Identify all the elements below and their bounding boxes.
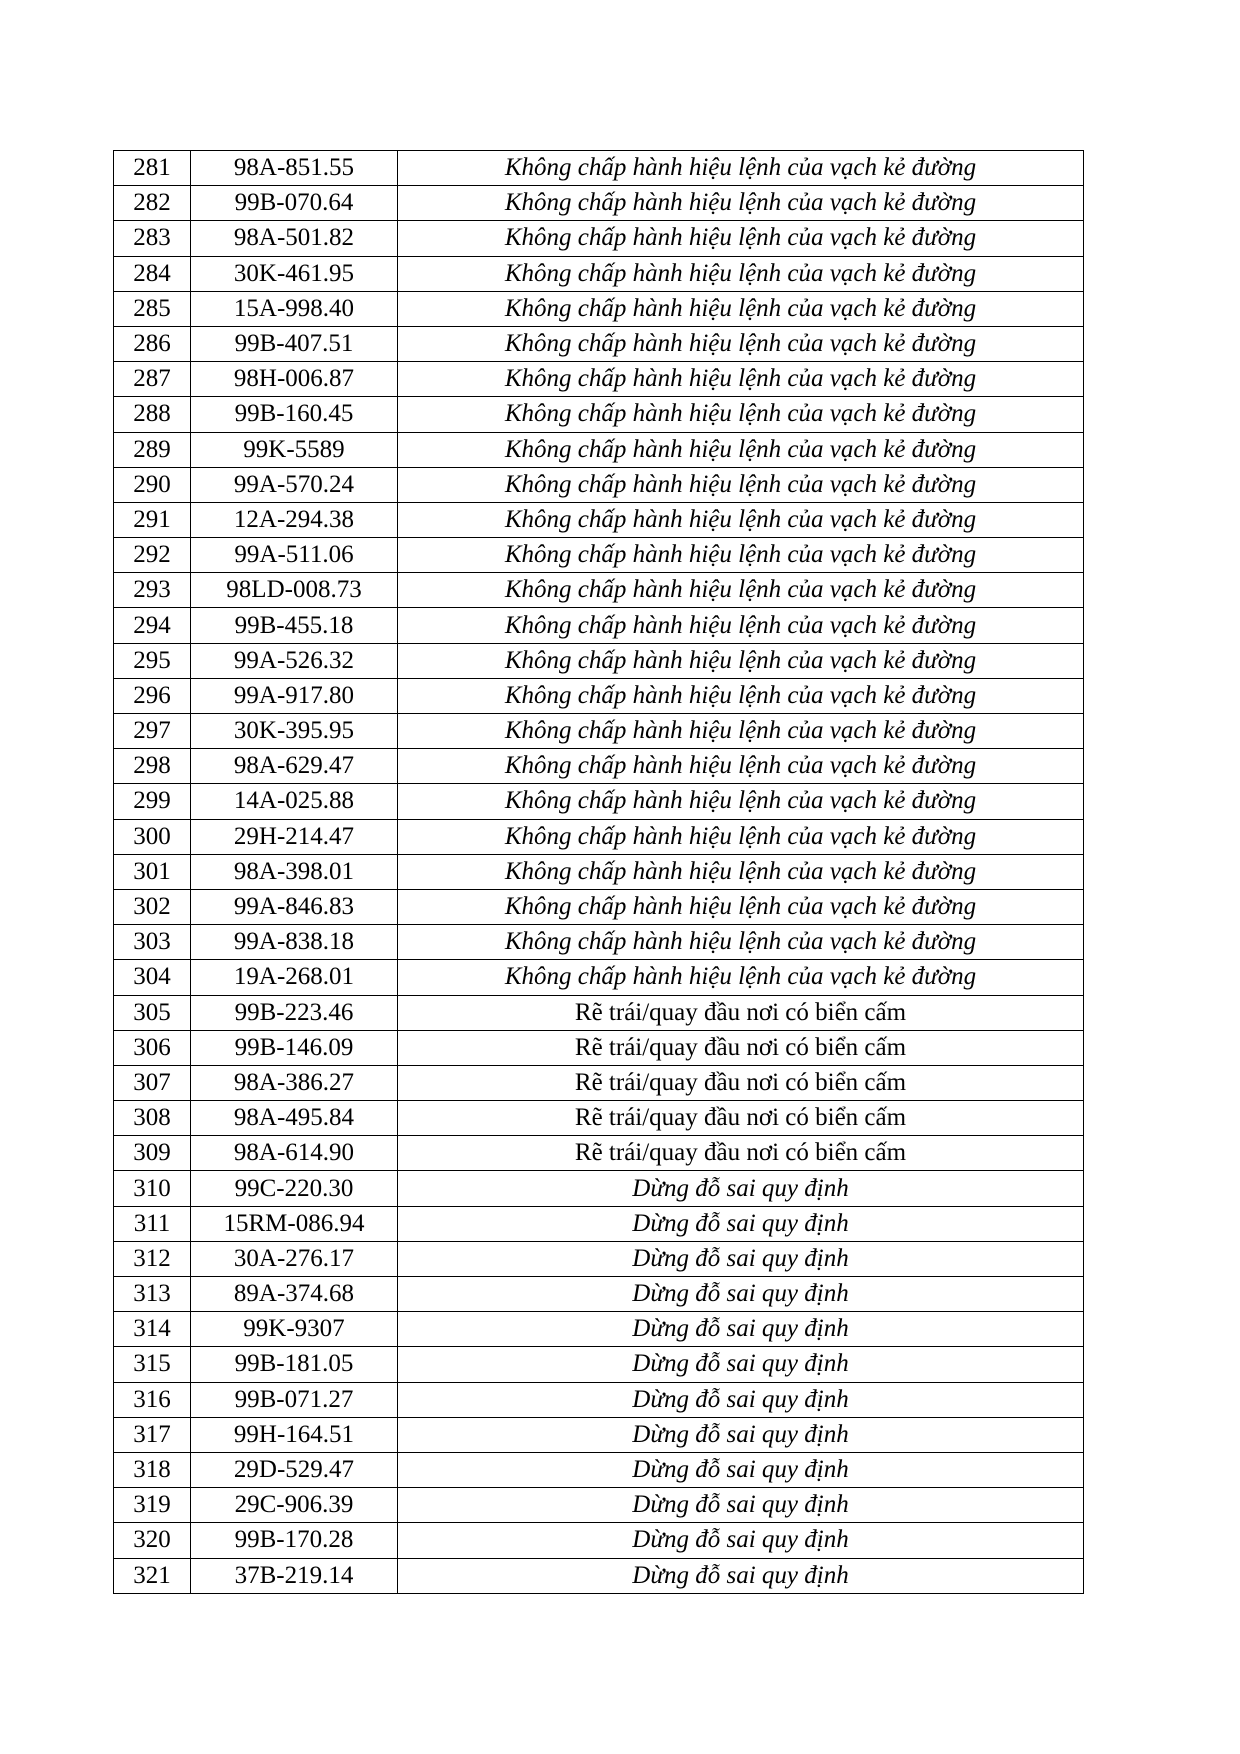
row-number-cell: 321 bbox=[114, 1558, 191, 1593]
row-number-cell: 288 bbox=[114, 397, 191, 432]
row-number-cell: 314 bbox=[114, 1312, 191, 1347]
table-row bbox=[114, 1241, 1084, 1276]
license-plate-cell: 99B-071.27 bbox=[191, 1382, 398, 1417]
license-plate-cell: 99A-511.06 bbox=[191, 538, 398, 573]
table-row bbox=[114, 1558, 1084, 1593]
row-number-cell: 313 bbox=[114, 1277, 191, 1312]
license-plate-cell: 99K-9307 bbox=[191, 1312, 398, 1347]
license-plate-cell: 37B-219.14 bbox=[191, 1558, 398, 1593]
table-row bbox=[114, 1065, 1084, 1100]
row-number-cell: 294 bbox=[114, 608, 191, 643]
table-row bbox=[114, 643, 1084, 678]
row-number-cell: 317 bbox=[114, 1417, 191, 1452]
row-number-cell: 301 bbox=[114, 854, 191, 889]
row-number-cell: 299 bbox=[114, 784, 191, 819]
license-plate-cell: 99K-5589 bbox=[191, 432, 398, 467]
row-number-cell: 291 bbox=[114, 502, 191, 537]
table-row bbox=[114, 925, 1084, 960]
violation-cell: Dừng đỗ sai quy định bbox=[398, 1312, 1084, 1347]
table-row bbox=[114, 538, 1084, 573]
violation-cell: Dừng đỗ sai quy định bbox=[398, 1523, 1084, 1558]
row-number-cell: 287 bbox=[114, 362, 191, 397]
row-number-cell: 284 bbox=[114, 256, 191, 291]
violations-table-body bbox=[114, 151, 1084, 1594]
table-row bbox=[114, 819, 1084, 854]
table-row bbox=[114, 784, 1084, 819]
violation-cell: Không chấp hành hiệu lệnh của vạch kẻ đường bbox=[398, 819, 1084, 854]
table-row bbox=[114, 1136, 1084, 1171]
violation-cell: Không chấp hành hiệu lệnh của vạch kẻ đường bbox=[398, 714, 1084, 749]
license-plate-cell: 98A-495.84 bbox=[191, 1101, 398, 1136]
license-plate-cell: 99A-838.18 bbox=[191, 925, 398, 960]
violation-cell: Không chấp hành hiệu lệnh của vạch kẻ đường bbox=[398, 291, 1084, 326]
table-row bbox=[114, 854, 1084, 889]
violation-cell: Rẽ trái/quay đầu nơi có biển cấm bbox=[398, 1030, 1084, 1065]
violation-cell: Không chấp hành hiệu lệnh của vạch kẻ đường bbox=[398, 467, 1084, 502]
row-number-cell: 303 bbox=[114, 925, 191, 960]
row-number-cell: 310 bbox=[114, 1171, 191, 1206]
row-number-cell: 300 bbox=[114, 819, 191, 854]
row-number-cell: 283 bbox=[114, 221, 191, 256]
table-row bbox=[114, 432, 1084, 467]
violation-cell: Không chấp hành hiệu lệnh của vạch kẻ đường bbox=[398, 362, 1084, 397]
license-plate-cell: 98A-614.90 bbox=[191, 1136, 398, 1171]
violation-cell: Dừng đỗ sai quy định bbox=[398, 1382, 1084, 1417]
license-plate-cell: 99A-570.24 bbox=[191, 467, 398, 502]
table-row bbox=[114, 1417, 1084, 1452]
license-plate-cell: 15A-998.40 bbox=[191, 291, 398, 326]
row-number-cell: 297 bbox=[114, 714, 191, 749]
violation-cell: Không chấp hành hiệu lệnh của vạch kẻ đường bbox=[398, 678, 1084, 713]
table-row bbox=[114, 397, 1084, 432]
table-row bbox=[114, 256, 1084, 291]
table-row bbox=[114, 889, 1084, 924]
row-number-cell: 316 bbox=[114, 1382, 191, 1417]
license-plate-cell: 99C-220.30 bbox=[191, 1171, 398, 1206]
table-row bbox=[114, 608, 1084, 643]
violation-cell: Không chấp hành hiệu lệnh của vạch kẻ đường bbox=[398, 643, 1084, 678]
violation-cell: Không chấp hành hiệu lệnh của vạch kẻ đường bbox=[398, 502, 1084, 537]
license-plate-cell: 30K-461.95 bbox=[191, 256, 398, 291]
violation-cell: Rẽ trái/quay đầu nơi có biển cấm bbox=[398, 995, 1084, 1030]
license-plate-cell: 98A-629.47 bbox=[191, 749, 398, 784]
table-row bbox=[114, 1277, 1084, 1312]
license-plate-cell: 89A-374.68 bbox=[191, 1277, 398, 1312]
violation-cell: Không chấp hành hiệu lệnh của vạch kẻ đường bbox=[398, 538, 1084, 573]
violation-cell: Dừng đỗ sai quy định bbox=[398, 1417, 1084, 1452]
row-number-cell: 311 bbox=[114, 1206, 191, 1241]
license-plate-cell: 98A-501.82 bbox=[191, 221, 398, 256]
table-row bbox=[114, 1171, 1084, 1206]
row-number-cell: 307 bbox=[114, 1065, 191, 1100]
violation-cell: Không chấp hành hiệu lệnh của vạch kẻ đường bbox=[398, 608, 1084, 643]
violation-cell: Dừng đỗ sai quy định bbox=[398, 1277, 1084, 1312]
violation-cell: Dừng đỗ sai quy định bbox=[398, 1171, 1084, 1206]
license-plate-cell: 99A-846.83 bbox=[191, 889, 398, 924]
license-plate-cell: 29C-906.39 bbox=[191, 1488, 398, 1523]
license-plate-cell: 99A-917.80 bbox=[191, 678, 398, 713]
table-row bbox=[114, 186, 1084, 221]
violation-cell: Dừng đỗ sai quy định bbox=[398, 1206, 1084, 1241]
violation-cell: Không chấp hành hiệu lệnh của vạch kẻ đường bbox=[398, 432, 1084, 467]
license-plate-cell: 98H-006.87 bbox=[191, 362, 398, 397]
table-row bbox=[114, 1206, 1084, 1241]
violation-cell: Không chấp hành hiệu lệnh của vạch kẻ đường bbox=[398, 221, 1084, 256]
table-row bbox=[114, 502, 1084, 537]
table-row bbox=[114, 362, 1084, 397]
violation-cell: Không chấp hành hiệu lệnh của vạch kẻ đường bbox=[398, 256, 1084, 291]
row-number-cell: 298 bbox=[114, 749, 191, 784]
violation-cell: Không chấp hành hiệu lệnh của vạch kẻ đường bbox=[398, 784, 1084, 819]
license-plate-cell: 99B-407.51 bbox=[191, 326, 398, 361]
violation-cell: Không chấp hành hiệu lệnh của vạch kẻ đường bbox=[398, 573, 1084, 608]
row-number-cell: 295 bbox=[114, 643, 191, 678]
table-row bbox=[114, 1101, 1084, 1136]
row-number-cell: 289 bbox=[114, 432, 191, 467]
violation-cell: Dừng đỗ sai quy định bbox=[398, 1241, 1084, 1276]
license-plate-cell: 99B-160.45 bbox=[191, 397, 398, 432]
row-number-cell: 282 bbox=[114, 186, 191, 221]
license-plate-cell: 30K-395.95 bbox=[191, 714, 398, 749]
violation-cell: Không chấp hành hiệu lệnh của vạch kẻ đường bbox=[398, 186, 1084, 221]
row-number-cell: 286 bbox=[114, 326, 191, 361]
license-plate-cell: 29H-214.47 bbox=[191, 819, 398, 854]
license-plate-cell: 29D-529.47 bbox=[191, 1452, 398, 1487]
license-plate-cell: 15RM-086.94 bbox=[191, 1206, 398, 1241]
table-row bbox=[114, 1312, 1084, 1347]
row-number-cell: 293 bbox=[114, 573, 191, 608]
row-number-cell: 296 bbox=[114, 678, 191, 713]
row-number-cell: 290 bbox=[114, 467, 191, 502]
violation-cell: Không chấp hành hiệu lệnh của vạch kẻ đường bbox=[398, 749, 1084, 784]
table-row bbox=[114, 151, 1084, 186]
row-number-cell: 305 bbox=[114, 995, 191, 1030]
violation-cell: Không chấp hành hiệu lệnh của vạch kẻ đường bbox=[398, 960, 1084, 995]
violation-cell: Không chấp hành hiệu lệnh của vạch kẻ đường bbox=[398, 925, 1084, 960]
violation-cell: Rẽ trái/quay đầu nơi có biển cấm bbox=[398, 1065, 1084, 1100]
table-row bbox=[114, 1523, 1084, 1558]
table-row bbox=[114, 221, 1084, 256]
violation-cell: Dừng đỗ sai quy định bbox=[398, 1488, 1084, 1523]
violation-cell: Không chấp hành hiệu lệnh của vạch kẻ đường bbox=[398, 326, 1084, 361]
row-number-cell: 304 bbox=[114, 960, 191, 995]
license-plate-cell: 99B-181.05 bbox=[191, 1347, 398, 1382]
row-number-cell: 319 bbox=[114, 1488, 191, 1523]
license-plate-cell: 98A-851.55 bbox=[191, 151, 398, 186]
row-number-cell: 302 bbox=[114, 889, 191, 924]
license-plate-cell: 98A-386.27 bbox=[191, 1065, 398, 1100]
table-row bbox=[114, 714, 1084, 749]
table-row bbox=[114, 326, 1084, 361]
row-number-cell: 308 bbox=[114, 1101, 191, 1136]
violation-cell: Dừng đỗ sai quy định bbox=[398, 1347, 1084, 1382]
violation-cell: Dừng đỗ sai quy định bbox=[398, 1452, 1084, 1487]
license-plate-cell: 99A-526.32 bbox=[191, 643, 398, 678]
table-row bbox=[114, 573, 1084, 608]
row-number-cell: 312 bbox=[114, 1241, 191, 1276]
license-plate-cell: 98A-398.01 bbox=[191, 854, 398, 889]
table-row bbox=[114, 1452, 1084, 1487]
table-row bbox=[114, 995, 1084, 1030]
violation-cell: Không chấp hành hiệu lệnh của vạch kẻ đường bbox=[398, 397, 1084, 432]
row-number-cell: 306 bbox=[114, 1030, 191, 1065]
violation-cell: Rẽ trái/quay đầu nơi có biển cấm bbox=[398, 1101, 1084, 1136]
license-plate-cell: 99B-170.28 bbox=[191, 1523, 398, 1558]
table-row bbox=[114, 291, 1084, 326]
table-row bbox=[114, 1347, 1084, 1382]
license-plate-cell: 99H-164.51 bbox=[191, 1417, 398, 1452]
table-row bbox=[114, 467, 1084, 502]
row-number-cell: 285 bbox=[114, 291, 191, 326]
license-plate-cell: 30A-276.17 bbox=[191, 1241, 398, 1276]
table-row bbox=[114, 749, 1084, 784]
table-row bbox=[114, 678, 1084, 713]
violation-cell: Không chấp hành hiệu lệnh của vạch kẻ đường bbox=[398, 151, 1084, 186]
table-row bbox=[114, 1030, 1084, 1065]
violation-cell: Không chấp hành hiệu lệnh của vạch kẻ đường bbox=[398, 854, 1084, 889]
violations-table bbox=[113, 150, 1084, 1594]
row-number-cell: 315 bbox=[114, 1347, 191, 1382]
table-row bbox=[114, 960, 1084, 995]
row-number-cell: 292 bbox=[114, 538, 191, 573]
table-row bbox=[114, 1382, 1084, 1417]
violation-cell: Dừng đỗ sai quy định bbox=[398, 1558, 1084, 1593]
license-plate-cell: 98LD-008.73 bbox=[191, 573, 398, 608]
row-number-cell: 320 bbox=[114, 1523, 191, 1558]
row-number-cell: 309 bbox=[114, 1136, 191, 1171]
license-plate-cell: 99B-223.46 bbox=[191, 995, 398, 1030]
license-plate-cell: 14A-025.88 bbox=[191, 784, 398, 819]
license-plate-cell: 12A-294.38 bbox=[191, 502, 398, 537]
table-row bbox=[114, 1488, 1084, 1523]
license-plate-cell: 99B-146.09 bbox=[191, 1030, 398, 1065]
license-plate-cell: 99B-070.64 bbox=[191, 186, 398, 221]
license-plate-cell: 19A-268.01 bbox=[191, 960, 398, 995]
violation-cell: Không chấp hành hiệu lệnh của vạch kẻ đường bbox=[398, 889, 1084, 924]
violation-cell: Rẽ trái/quay đầu nơi có biển cấm bbox=[398, 1136, 1084, 1171]
license-plate-cell: 99B-455.18 bbox=[191, 608, 398, 643]
row-number-cell: 318 bbox=[114, 1452, 191, 1487]
row-number-cell: 281 bbox=[114, 151, 191, 186]
